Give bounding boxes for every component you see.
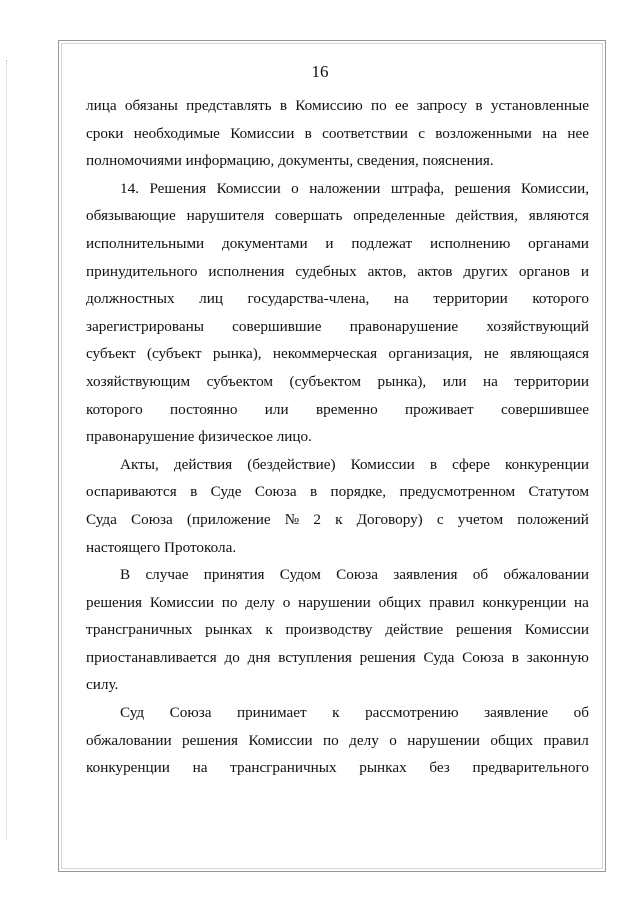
- text-line: Акты, действия (бездействие) Комиссии в сфере конкуренции: [120, 455, 589, 473]
- paragraph-continuation: [86, 92, 589, 175]
- text-line: лица обязаны представлять в Комиссию по ее запросу в установленные: [86, 97, 589, 114]
- text-line: Суда Союза (приложение № 2 к Договору) с учетом положений: [86, 510, 589, 528]
- text-line: конкуренции на трансграничных рынках без предварительного: [86, 759, 589, 777]
- paragraph-court: [86, 699, 589, 782]
- text-line: исполнительными документами и подлежат исполнению органами: [86, 234, 589, 252]
- scan-edge-mark: [6, 60, 8, 840]
- text-line: В случае принятия Судом Союза заявления об обжаловании: [120, 566, 589, 584]
- text-line: должностных лиц государства-члена, на территории которого: [86, 290, 589, 308]
- text-line: силу.: [86, 676, 119, 694]
- text-line: зарегистрированы совершившие правонарушение хозяйствующий: [86, 317, 589, 335]
- paragraph-appeal: [86, 561, 589, 699]
- page-number: 16: [311, 62, 329, 81]
- text-line: обжаловании решения Комиссии по делу о нарушении общих правил: [86, 731, 589, 749]
- text-line: настоящего Протокола.: [86, 538, 237, 556]
- document-body: [86, 92, 589, 782]
- text-line: оспариваются в Суде Союза в порядке, предусмотренном Статутом: [86, 483, 589, 501]
- text-line: 14. Решения Комиссии о наложении штрафа, решения Комиссии,: [120, 179, 589, 197]
- text-line: правонарушение физическое лицо.: [86, 428, 312, 446]
- text-line: обязывающие нарушителя совершать определенные действия, являются: [86, 207, 589, 225]
- text-line: хозяйствующим субъектом (субъектом рынка), или на территории: [86, 372, 589, 390]
- text-line: полномочиями информацию, документы, сведения, пояснения.: [86, 152, 494, 170]
- text-line: принудительного исполнения судебных актов, актов других органов и: [86, 262, 589, 280]
- text-line: Суд Союза принимает к рассмотрению заявление об: [120, 704, 589, 722]
- text-line: приостанавливается до дня вступления решения Суда Союза в законную: [86, 648, 589, 666]
- text-line: сроки необходимые Комиссии в соответствии с возложенными на нее: [86, 124, 589, 142]
- paragraph-item-14: [86, 175, 589, 451]
- text-line: которого постоянно или временно проживает совершившее: [86, 400, 589, 418]
- text-line: трансграничных рынках к производству действие решения Комиссии: [86, 621, 589, 639]
- text-line: субъект (субъект рынка), некоммерческая организация, не являющаяся: [86, 345, 589, 363]
- paragraph-acts: [86, 451, 589, 561]
- text-line: решения Комиссии по делу о нарушении общих правил конкуренции на: [86, 593, 589, 611]
